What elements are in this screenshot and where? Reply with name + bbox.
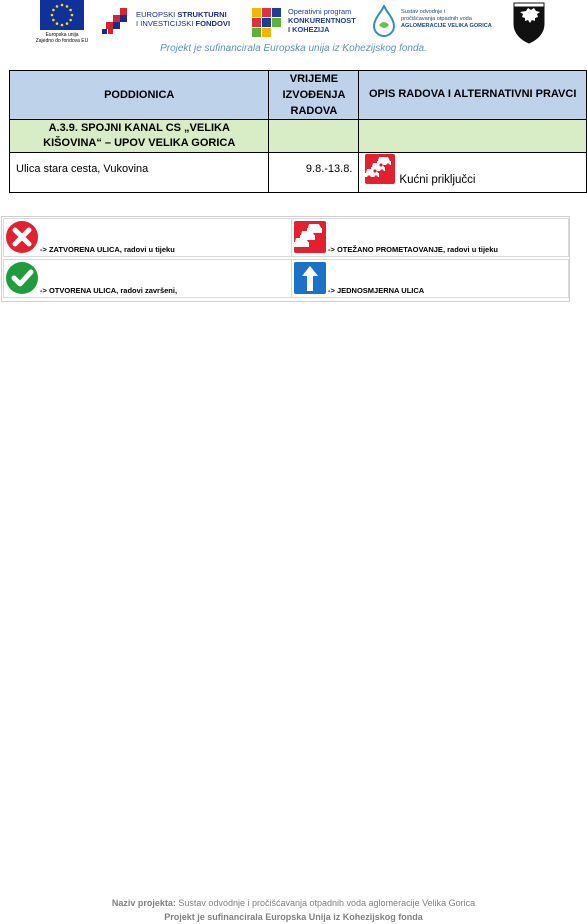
legend-item-one-way bbox=[291, 259, 569, 298]
one-way-icon bbox=[293, 261, 327, 295]
col-header-time: VRIJEME IZVOĐENJA RADOVA bbox=[269, 71, 359, 120]
legend bbox=[1, 216, 570, 302]
section-row bbox=[10, 120, 587, 153]
street-cell: Ulica stara cesta, Vukovina bbox=[10, 153, 269, 193]
table-row bbox=[10, 153, 587, 193]
traffic-jam-icon bbox=[365, 154, 395, 184]
footer bbox=[0, 896, 587, 924]
cofunding-notice: Projekt je sufinancirala Europska unija iz Kohezijskog fonda. bbox=[160, 43, 427, 54]
description-text: Kućni priključci bbox=[399, 174, 476, 186]
legend-text: -> OTVORENA ULICA, radovi završeni, bbox=[40, 286, 178, 295]
col-header-subsection: PODDIONICA bbox=[10, 71, 269, 120]
legend-text: -> OTEŽANO PROMETAOVANJE, radovi u tijeku bbox=[328, 245, 498, 254]
legend-item-traffic-jam bbox=[291, 218, 569, 257]
sustav-logo bbox=[371, 5, 496, 39]
footer-project-line: Naziv projekta: Sustav odvodnje i pročišćavanja otpadnih voda aglomeracije Velika Gorica bbox=[111, 898, 476, 908]
closed-road-icon bbox=[5, 220, 39, 254]
eu-caption: Europska unija Zajedno do fondova EU bbox=[35, 32, 89, 44]
esif-checker-icon bbox=[102, 8, 132, 36]
esif-logo bbox=[102, 8, 232, 38]
table-header-row bbox=[10, 71, 587, 120]
col-header-description: OPIS RADOVA I ALTERNATIVNI PRAVCI bbox=[359, 71, 587, 120]
legend-item-closed-road bbox=[3, 218, 292, 257]
date-cell: 9.8.-13.8. bbox=[269, 153, 359, 193]
eu-flag-icon bbox=[40, 0, 84, 30]
traffic-jam-icon bbox=[293, 220, 327, 254]
eu-logo bbox=[30, 0, 94, 47]
opkk-logo bbox=[252, 6, 362, 40]
opkk-text: Operativni program KONKURENTNOST I KOHEZIJA bbox=[288, 7, 356, 34]
opkk-squares-icon bbox=[252, 8, 282, 38]
sustav-text: Sustav odvodnje i pročišćavanja otpadnih voda AGLOMERACIJE VELIKA GORICA bbox=[401, 9, 492, 30]
coat-of-arms-icon bbox=[512, 2, 546, 44]
works-table bbox=[9, 70, 587, 193]
water-drop-icon bbox=[371, 5, 397, 37]
footer-cofund-line: Projekt je sufinancirala Europska Unija iz Kohezijskog fonda bbox=[164, 912, 423, 922]
esif-text: EUROPSKI STRUKTURNI I INVESTICIJSKI FONDOVI bbox=[136, 10, 231, 29]
legend-text: -> ZATVORENA ULICA, radovi u tijeku bbox=[40, 245, 175, 254]
legend-item-open-road bbox=[3, 259, 292, 298]
legend-text: -> JEDNOSMJERNA ULICA bbox=[328, 286, 425, 295]
description-cell bbox=[359, 153, 587, 193]
section-title: A.3.9. SPOJNI KANAL CS „VELIKA KIŠOVINA“ – UPOV VELIKA GORICA bbox=[10, 120, 269, 153]
open-road-icon bbox=[5, 261, 39, 295]
